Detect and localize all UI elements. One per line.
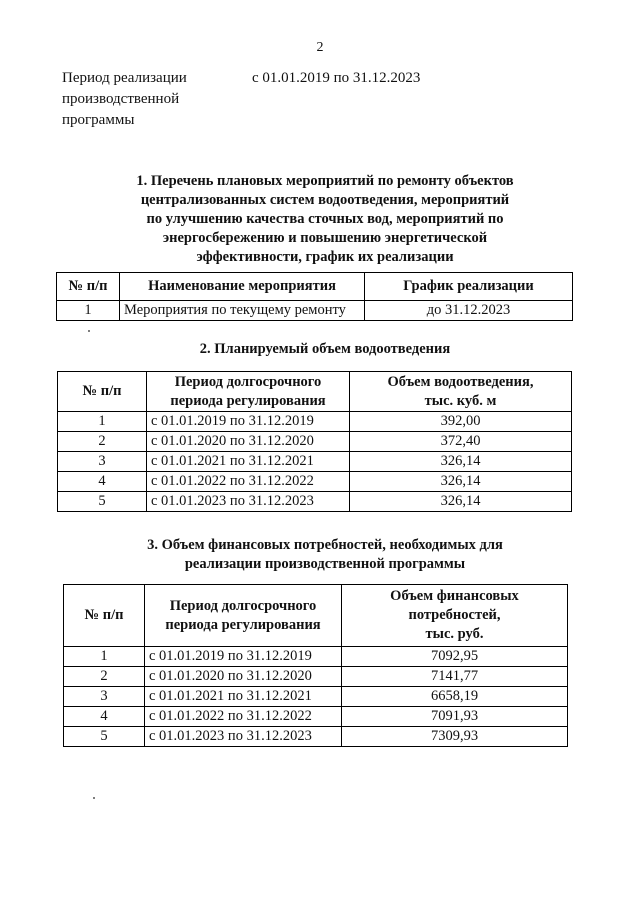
table-row [64,667,568,687]
col-header-schedule: График реализации [365,273,573,301]
table-row [64,707,568,727]
cell-period: с 01.01.2023 по 31.12.2023 [147,492,350,512]
table-row [58,432,572,452]
table-header-row [64,585,568,647]
table-header-row [58,372,572,412]
col-header-finance-line: Объем финансовых [390,588,519,604]
col-header-measure: Наименование мероприятия [120,273,365,301]
cell-number: 1 [64,647,145,667]
cell-volume: 326,14 [350,472,572,492]
cell-finance: 6658,19 [342,687,568,707]
col-header-number: № п/п [58,372,147,412]
cell-number: 2 [64,667,145,687]
col-header-period [147,372,350,412]
cell-finance: 7091,93 [342,707,568,727]
col-header-number: № п/п [64,585,145,647]
cell-number: 4 [58,472,147,492]
table-row [58,412,572,432]
cell-number: 5 [64,727,145,747]
col-header-period-line: Период долгосрочного [169,597,317,614]
cell-number: 3 [58,452,147,472]
scan-speck [93,797,95,799]
section1-title-line: энергосбережению и повышению энергетической [162,230,488,246]
section3-title-line: 3. Объем финансовых потребностей, необходимых для [147,537,503,553]
col-header-period-line: периода регулирования [165,616,321,633]
col-header-period-line: периода регулирования [170,392,326,409]
cell-finance: 7092,95 [342,647,568,667]
col-header-finance-line: тыс. руб. [425,626,484,642]
cell-number: 3 [64,687,145,707]
cell-number: 1 [58,412,147,432]
col-header-finance [342,585,568,647]
col-header-volume-line: Объем водоотведения, [387,373,534,390]
table-row [64,687,568,707]
col-header-volume [350,372,572,412]
cell-number: 1 [57,301,120,321]
cell-period: с 01.01.2022 по 31.12.2022 [147,472,350,492]
section1-title [90,172,560,267]
table-row [64,727,568,747]
col-header-period-line: Период долгосрочного [174,373,322,390]
section1-title-line: эффективности, график их реализации [196,249,454,265]
cell-measure: Мероприятия по текущему ремонту [120,301,365,321]
section1-title-line: централизованных систем водоотведения, мероприятий [140,192,510,208]
scan-speck [88,330,90,332]
period-label [62,68,232,131]
cell-period: с 01.01.2022 по 31.12.2022 [145,707,342,727]
cell-period: с 01.01.2021 по 31.12.2021 [147,452,350,472]
table-row [58,452,572,472]
cell-period: с 01.01.2020 по 31.12.2020 [145,667,342,687]
cell-volume: 392,00 [350,412,572,432]
cell-volume: 326,14 [350,452,572,472]
period-label-line: программы [62,112,135,128]
cell-period: с 01.01.2023 по 31.12.2023 [145,727,342,747]
section2-title: 2. Планируемый объем водоотведения [199,341,451,357]
cell-period: с 01.01.2019 по 31.12.2019 [145,647,342,667]
page-number: 2 [316,40,324,55]
section1-title-line: по улучшению качества сточных вод, мероприятий по [146,211,504,227]
wastewater-volume-table [57,371,572,512]
period-value: с 01.01.2019 по 31.12.2023 [252,70,421,86]
table-row [58,472,572,492]
section3-title-line: реализации производственной программы [184,556,466,572]
table-row [57,301,573,321]
measures-table [56,272,573,321]
financial-needs-table [63,584,568,747]
cell-period: с 01.01.2020 по 31.12.2020 [147,432,350,452]
period-label-line: Период реализации [62,70,187,86]
cell-schedule: до 31.12.2023 [365,301,573,321]
table-row [64,647,568,667]
period-label-line: производственной [62,91,180,107]
cell-number: 5 [58,492,147,512]
col-header-number: № п/п [57,273,120,301]
cell-period: с 01.01.2021 по 31.12.2021 [145,687,342,707]
cell-volume: 372,40 [350,432,572,452]
section1-title-line: 1. Перечень плановых мероприятий по ремонту объектов [136,173,514,189]
cell-finance: 7309,93 [342,727,568,747]
cell-number: 4 [64,707,145,727]
col-header-period [145,585,342,647]
cell-period: с 01.01.2019 по 31.12.2019 [147,412,350,432]
section3-title [90,536,560,574]
table-header-row [57,273,573,301]
col-header-volume-line: тыс. куб. м [424,392,497,409]
col-header-finance-line: потребностей, [408,607,501,623]
cell-finance: 7141,77 [342,667,568,687]
cell-volume: 326,14 [350,492,572,512]
cell-number: 2 [58,432,147,452]
table-row [58,492,572,512]
